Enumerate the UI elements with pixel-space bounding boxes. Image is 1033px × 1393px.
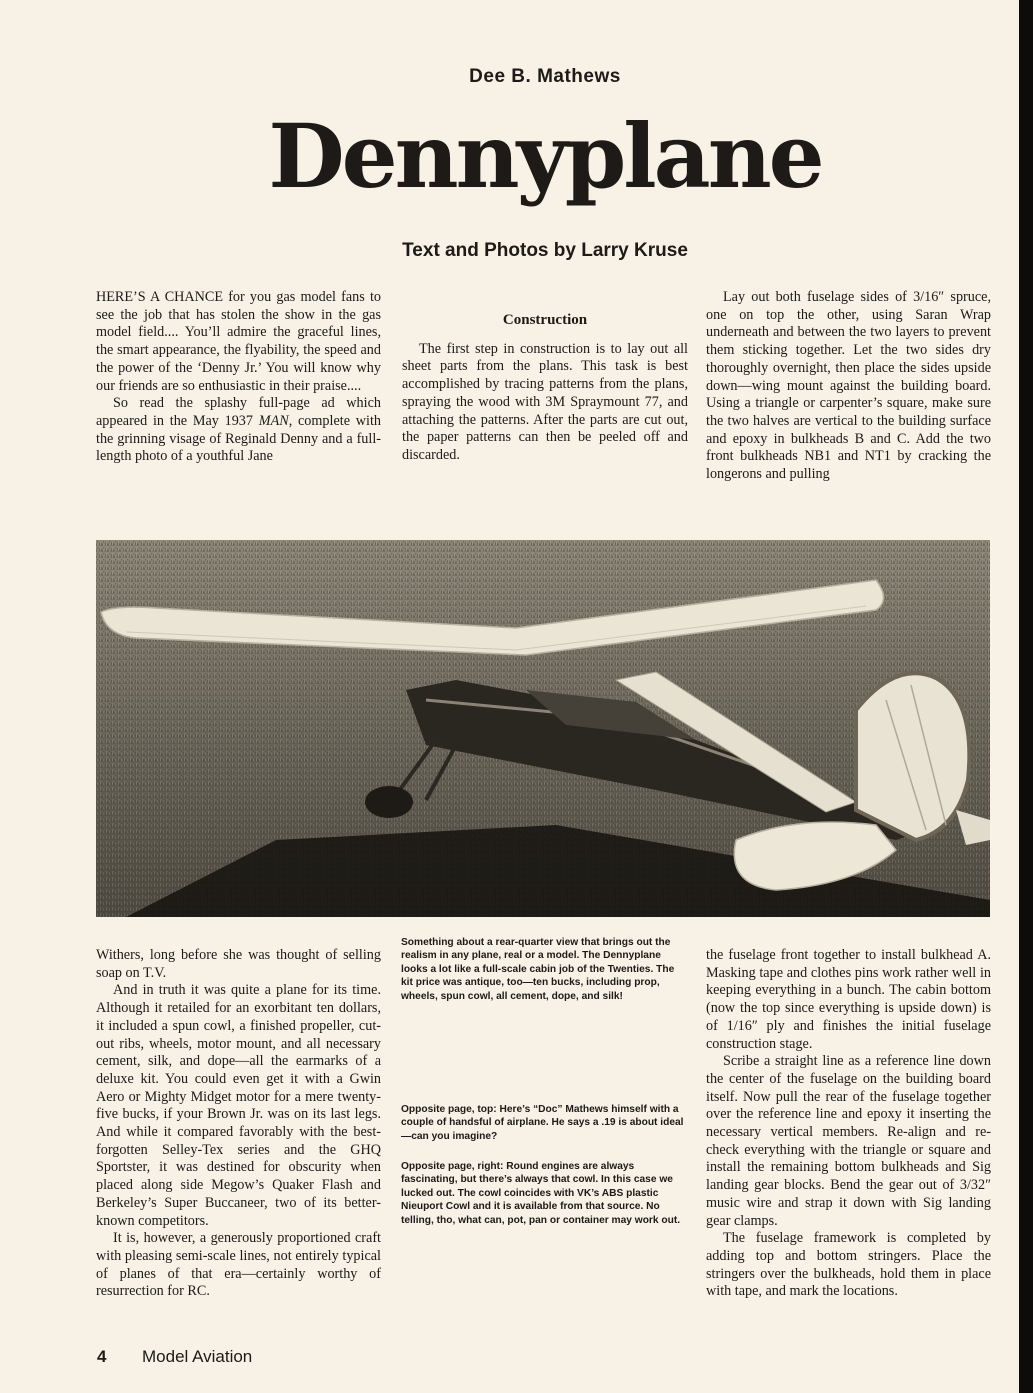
page-edge [1019,0,1033,1393]
caption-opposite-right: Opposite page, right: Round engines are always fascinating, but there’s always that cowl. In this case we lucked out. The cowl coincides with VK’s ABS plastic Nieuport Cowl and it is available from that source. No telling, tho, what can, pot, pan or container may work out. [401,1161,681,1226]
magazine-name: Model Aviation [142,1347,253,1366]
column-3-bottom [706,947,991,1301]
column-3-top [706,289,991,484]
intro-quote: HERE’S A CHANCE for you gas model fans to see the job that has stolen the show in the gas model field.... You’ll admire the graceful lines, the smart appearance, the flyability, the speed and the power of the ‘Denny Jr.’ You will know why our friends are so enthusiastic in their praise.... [96,289,381,394]
bulkhead-paragraph: the fuselage front together to install bulkhead A. Masking tape and clothes pins work rather well in keeping everything in a bunch. The cabin bottom (now the top since everything is upside down) is of 1/16″ ply and finishes the initial fuselage construction stage. [706,947,991,1052]
construction-heading: Construction [502,312,588,328]
history-paragraph: And in truth it was quite a plane for its time. Although it retailed for an exorbitant ten dollars, it included a spun cowl, a finished propeller, cut-out ribs, wheels, motor mount, and all necessary cement, silk, and dope—all the earmarks of a deluxe kit. You could even get it with a Gwin Aero or Mighty Midget motor for a mere twenty-five bucks, if your Brown Jr. was on its last legs. And while it compared favorably with the best-forgotten Selley-Tex series and the GHQ Sportster, it was destined for obscurity when placed along side Megow’s Quaker Flash and Berkeley’s Super Buccaneer, two of its better-known competitors. [96,982,381,1229]
column-1-bottom [96,947,381,1301]
column-2-top [402,289,688,465]
airplane-photo-illustration [96,540,990,917]
author-name: Dee B. Mathews [469,66,621,87]
reference-line-paragraph: Scribe a straight line as a reference line down the center of the fuselage on the building board itself. Now pull the rear of the fuselage together over the reference line and epoxy it inserting the necessary vertical members. Re-align and re-check everything with the triangle or square and install the remaining bottom bulkheads and Sig landing gear blocks. Bend the gear out of 3/32″ music wire and strap it down with Sig landing gear clamps. [706,1053,991,1229]
caption-opposite-top: Opposite page, top: Here’s “Doc” Mathews himself with a couple of handsful of airplane. He says a .19 is about ideal—can you imagine? [401,1104,684,1142]
fuselage-paragraph: Lay out both fuselage sides of 3/16″ spruce, one on top the other, using Saran Wrap underneath and between the two layers to prevent them sticking together. Let the two sides dry thoroughly overnight, then place the sides upside down—wing mount against the building board. Using a triangle or carpenter’s square, make sure the two halves are vertical to the building surface and epoxy in bulkheads B and C. Add the two front bulkheads NB1 and NT1 by cracking the longerons and pulling [706,289,991,483]
intro-paragraph: So read the splashy full-page ad which appeared in the May 1937 MAN, complete with the grinning visage of Reginald Denny and a full-length photo of a youthful Jane [96,395,381,465]
stringers-paragraph: The fuselage framework is completed by adding top and bottom stringers. Place the stringers over the bulkheads, hold them in place with tape, and mark the locations. [706,1230,991,1300]
article-title: Dennyplane [268,104,822,208]
airplane-photo [96,540,990,917]
column-1-top [96,289,381,466]
withers-paragraph: Withers, long before she was thought of selling soap on T.V. [96,947,381,981]
page-number: 4 [97,1347,107,1366]
photo-caption: Something about a rear-quarter view that brings out the realism in any plane, real or a model. The Dennyplane looks a lot like a full-scale cabin job of the Twenties. The kit price was antique, too—ten bucks, including prop, wheels, spun cowl, all cement, dope, and silk! [401,937,675,1002]
construction-paragraph: The first step in construction is to lay out all sheet parts from the plans. This task is best accomplished by tracing patterns from the plans, spraying the wood with 3M Spraymount 77, and attaching the patterns. After the parts are cut out, the paper patterns can then be peeled off and discarded. [402,340,688,463]
byline: Text and Photos by Larry Kruse [402,240,688,261]
proportions-paragraph: It is, however, a generously proportioned craft with pleasing semi-scale lines, not entirely typical of planes of that era—certainly worthy of resurrection for RC. [96,1230,381,1300]
